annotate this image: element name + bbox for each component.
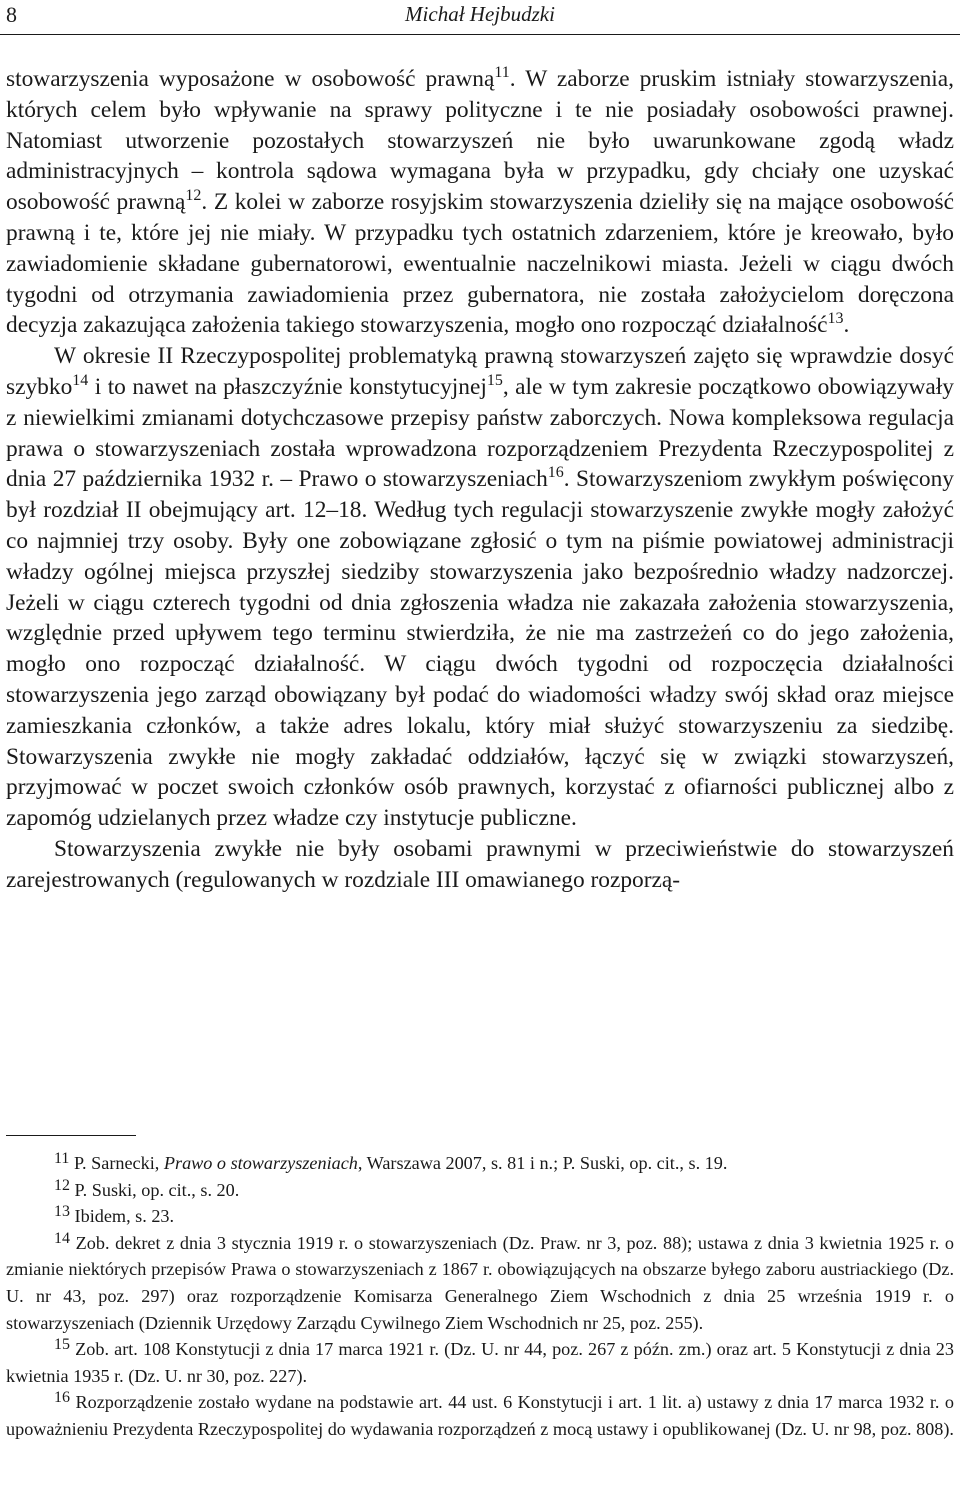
footnote-text: Zob. art. 108 Konstytucji z dnia 17 marca 1921 r. (Dz. U. nr 44, poz. 267 z późn. zm.) oraz art. 5 Konstytucji z dnia 23 kwietnia 1935 r. (Dz. U. nr 30, poz. 227). — [6, 1339, 954, 1386]
footnotes — [6, 1150, 954, 1443]
text-run: . W zaborze pruskim istniały stowarzyszenia, których celem było wpływanie na sprawy polityczne i te nie posiadały osobowości prawnej. Natomiast utworzenie pozostałych stowarzyszeń nie było uwarunkowane zgodą władz administracyjnych – kontrola sądowa wymagana była w przypadku, gdy chciały one uzyskać osobowość prawną — [6, 66, 954, 216]
footnote-number: 13 — [54, 1203, 70, 1221]
text-run: . — [843, 312, 850, 339]
paragraph-2 — [6, 341, 954, 834]
footnote-ref-11: 11 — [494, 64, 510, 81]
footnote-ref-15: 15 — [486, 371, 503, 389]
text-run: i to nawet na płaszczyźnie konstytucyjnej — [88, 373, 487, 400]
paragraph-3: Stowarzyszenia zwykłe nie były osobami prawnymi w przeciwieństwie do stowarzyszeń zarejestrowanych (regulowanych w rozdziale III omawianego rozporzą- — [6, 835, 954, 893]
footnote — [6, 1336, 954, 1389]
footnote-text: P. Suski, op. cit., s. 20. — [74, 1179, 240, 1200]
footnote-text: Rozporządzenie zostało wydane na podstawie art. 44 ust. 6 Konstytucji i art. 1 lit. a) ustawy z dnia 17 marca 1932 r. o upoważnieniu Prezydenta Rzeczypospolitej do wydawania rozporządzeń z mocą ustawy i opublikowanej (Dz. U. nr 98, poz. 808). — [6, 1392, 955, 1439]
paragraph-1 — [6, 64, 954, 341]
footnote-number: 12 — [54, 1176, 70, 1194]
footnote-text: Ibidem, s. 23. — [74, 1206, 175, 1227]
footnote-ref-14: 14 — [72, 371, 89, 389]
text-run: , ale w tym zakresie początkowo obowiązywały z niewielkimi zmianami dotychczasowe przepisy państw zaborczych. Nowa kompleksowa regulacja prawa o stowarzyszeniach została wprowadzona rozporządzeniem Prezydenta Rzeczypospolitej z dnia 27 października 1932 r. – Prawo o stowarzyszeniach — [6, 373, 954, 493]
text-run: . Z kolei w zaborze rosyjskim stowarzyszenia dzieliły się na mające osobowość prawną i te, które jej nie miały. W przypadku tych ostatnich zdarzeniem, które je kreowało, było zawiadomienie składane gubernatorowi, ewentualnie naczelnikowi miasta. Jeżeli w ciągu dwóch tygodni od otrzymania zawiadomienia przez gubernatora, nie została założycielom doręczona decyzja zakazująca założenia takiego stowarzyszenia, mogło ono rozpocząć działalność — [6, 189, 954, 339]
header-rule — [0, 34, 960, 35]
text-run: . Stowarzyszeniom zwykłym poświęcony był rozdział II obejmujący art. 12–18. Według tych regulacji stowarzyszenie zwykłe mogły założyć co najmniej trzy osoby. Były one zobowiązane zgłosić o tym na piśmie powiatowej administracji władzy ogólnej miejsca przyszłej siedziby stowarzyszenia jako bezpośrednio władzy nadzorczej. Jeżeli w ciągu czterech tygodni od dnia zgłoszenia władza nie zakazała założenia stowarzyszenia, względnie przed upływem tego terminu stwierdziła, że nie ma zastrzeżeń co do jego założenia, mogło ono rozpocząć działalność. W ciągu dwóch tygodni od rozpoczęcia działalności stowarzyszenia jego zarząd obowiązany był podać do wiadomości władzy swój skład oraz miejsce zamieszkania członków, a także adres lokalu, który miał służyć stowarzyszeniu za siedzibę. Stowarzyszenia zwykłe nie mogły zakładać oddziałów, łączyć się w związki stowarzyszeń, przyjmować w poczet swoich członków osób prawnych, korzystać z ofiarności publicznej albo z zapomóg udzielanych przez władze czy instytucje publiczne. — [6, 466, 954, 832]
footnote-ref-13: 13 — [827, 310, 844, 328]
footnote-number: 15 — [54, 1336, 70, 1354]
footnote — [6, 1177, 954, 1204]
footnote-number: 14 — [54, 1229, 70, 1247]
footnote-number: 16 — [54, 1389, 70, 1407]
footnote-ref-12: 12 — [185, 187, 202, 205]
footnote-title: Prawo o stowarzyszeniach — [163, 1153, 358, 1173]
footnote-text: P. Sarnecki, — [73, 1153, 164, 1173]
footnote — [6, 1230, 954, 1336]
page-header — [0, 0, 960, 34]
footnote — [6, 1389, 954, 1442]
text-run: stowarzyszenia wyposażone w osobowość prawną — [6, 66, 495, 92]
footnote — [6, 1150, 954, 1177]
footnote-ref-16: 16 — [547, 464, 564, 482]
footnote-separator — [6, 1135, 136, 1136]
page-number: 8 — [6, 2, 17, 27]
text-run: W okresie II Rzeczypospolitej problematyką prawną stowarzyszeń zajęto się wprawdzie dosyć szybko — [6, 343, 954, 400]
main-text — [6, 64, 954, 896]
footnote-text: , Warszawa 2007, s. 81 i n.; P. Suski, op. cit., s. 19. — [357, 1153, 728, 1173]
footnote — [6, 1203, 954, 1230]
footnote-number: 11 — [54, 1150, 70, 1167]
running-head-author: Michał Hejbudzki — [405, 2, 555, 26]
footnote-text: Zob. dekret z dnia 3 stycznia 1919 r. o stowarzyszeniach (Dz. Praw. nr 3, poz. 88); ustawa z dnia 3 kwietnia 1925 r. o zmianie niektórych przepisów Prawa o stowarzyszeniach z 1867 r. obowiązujących na obszarze byłego zaboru austriackiego (Dz. U. nr 43, poz. 297) oraz rozporządzenie Komisarza Generalnego Ziem Wschodnich z dnia 25 września 1919 r. o stowarzyszeniach (Dziennik Urzędowy Zarządu Cywilnego Ziem Wschodnich nr 25, poz. 255). — [6, 1232, 955, 1333]
